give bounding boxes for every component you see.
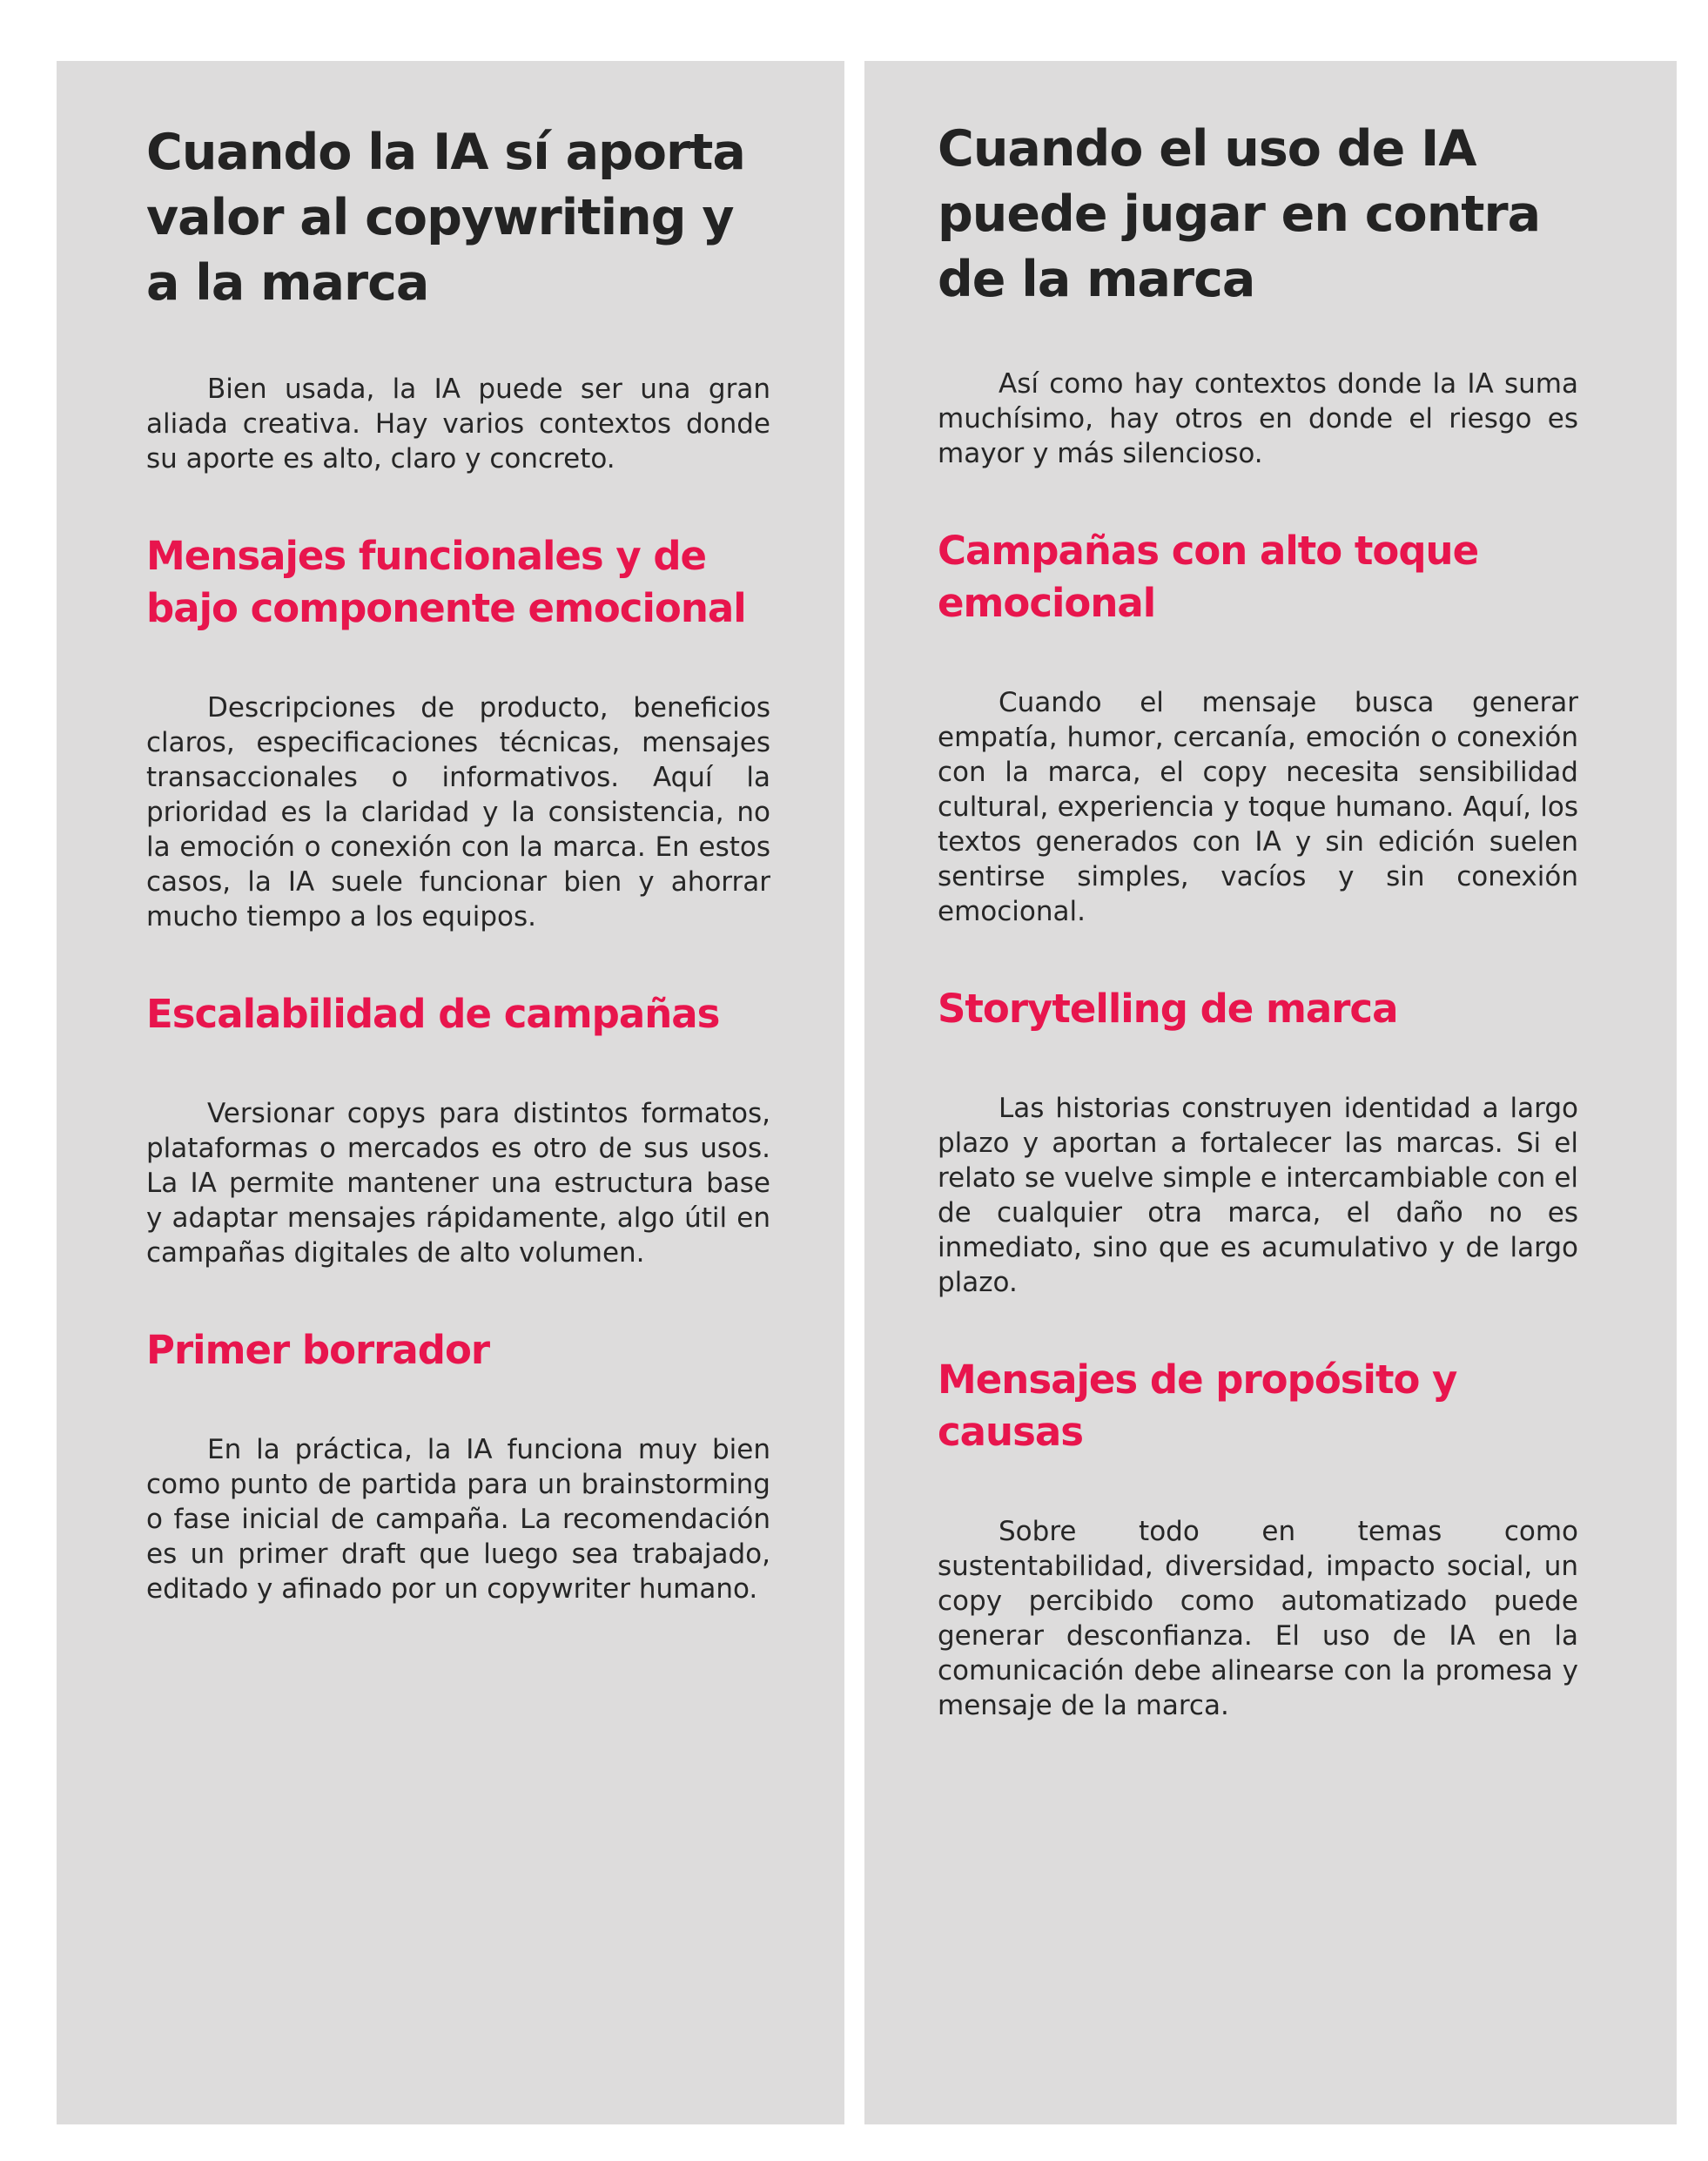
section-body-campanas-emocionales: Cuando el mensaje busca generar empatía, humor, cercanía, emoción o conexión con la marca, el copy necesita sensibilidad cultural, experiencia y toque humano. Aquí, los textos generados con IA y sin edición suelen sentirse simples, vacíos y sin conexión emocional.	[938, 687, 1578, 927]
section-heading-escalabilidad: Escalabilidad de campañas	[146, 991, 720, 1037]
section-body-proposito-causas: Sobre todo en temas como sustentabilidad, diversidad, impacto social, un copy percibido como automatizado puede generar desconfianza. El uso de IA en la comunicación debe alinearse con la promesa y mensaje de la marca.	[938, 1516, 1578, 1721]
right-panel	[864, 61, 1677, 2124]
section-heading-storytelling: Storytelling de marca	[938, 986, 1398, 1032]
left-panel	[57, 61, 844, 2124]
section-heading-mensajes-funcionales: Mensajes funcionales y de bajo componente emocional	[146, 533, 746, 631]
section-heading-proposito-causas: Mensajes de propósito y causas	[938, 1357, 1457, 1455]
section-heading-campanas-emocionales: Campañas con alto toque emocional	[938, 528, 1479, 626]
right-panel-intro: Así como hay contextos donde la IA suma muchísimo, hay otros en donde el riesgo es mayor y más silencioso.	[938, 368, 1578, 469]
right-panel-title: Cuando el uso de IA puede jugar en contra de la marca	[938, 120, 1541, 308]
section-body-storytelling: Las historias construyen identidad a largo plazo y aportan a fortalecer las marcas. Si el relato se vuelve simple e intercambiable con el de cualquier otra marca, el daño no es inmediato, sino que es acumulativo y de largo plazo.	[938, 1093, 1578, 1298]
section-body-escalabilidad: Versionar copys para distintos formatos, plataformas o mercados es otro de sus usos. La IA permite mantener una estructura base y adaptar mensajes rápidamente, algo útil en campañas digitales de alto volumen.	[146, 1098, 770, 1269]
left-panel-intro: Bien usada, la IA puede ser una gran aliada creativa. Hay varios contextos donde su aporte es alto, claro y concreto.	[146, 374, 770, 475]
section-heading-primer-borrador: Primer borrador	[146, 1327, 490, 1373]
left-panel-title: Cuando la IA sí aporta valor al copywriting y a la marca	[146, 124, 745, 312]
section-body-primer-borrador: En la práctica, la IA funciona muy bien como punto de partida para un brainstorming o fase inicial de campaña. La recomendación es un primer draft que luego sea trabajado, editado y afinado por un copywriter humano.	[146, 1434, 770, 1605]
section-body-mensajes-funcionales: Descripciones de producto, beneficios claros, especificaciones técnicas, mensajes transaccionales o informativos. Aquí la prioridad es la claridad y la consistencia, no la emoción o conexión con la marca. En estos casos, la IA suele funcionar bien y ahorrar mucho tiempo a los equipos.	[146, 692, 770, 932]
